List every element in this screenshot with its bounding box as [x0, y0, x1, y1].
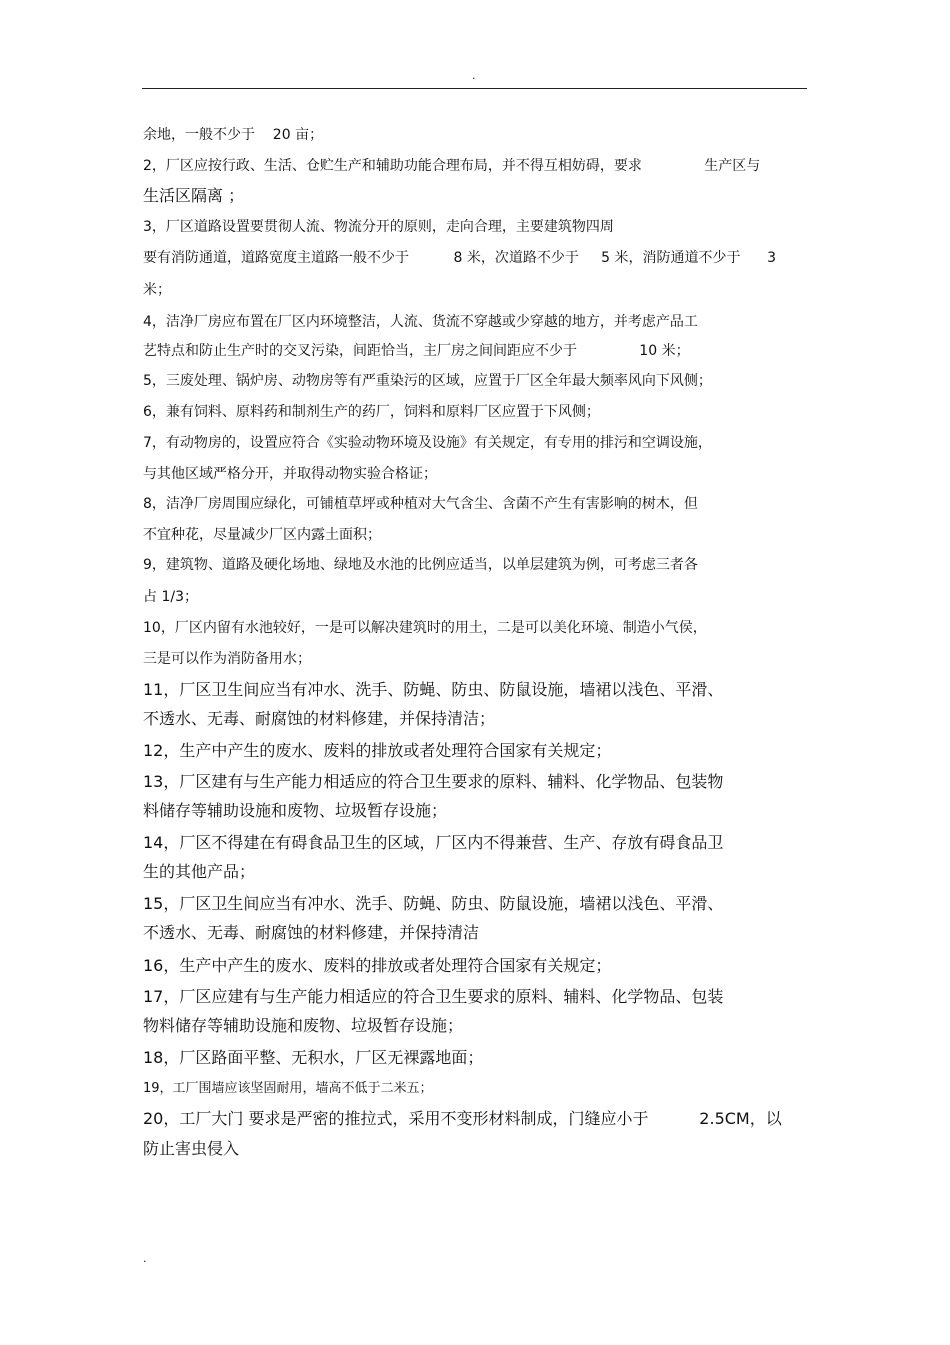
- text-line: 不透水、无毒、耐腐蚀的材料修建，并保持清洁: [143, 923, 480, 942]
- text-line: 防止害虫侵入: [143, 1139, 240, 1158]
- text-line: 艺特点和防止生产时的交叉污染，间距恰当，主厂房之间间距应不少于 10 米；: [143, 343, 690, 359]
- text-line: 11，厂区卫生间应当有冲水、洗手、防蝇、防虫、防鼠设施，墙裙以浅色、平滑、: [143, 680, 724, 699]
- text-line: 余地，一般不少于 20 亩；: [143, 127, 324, 143]
- text-line: 18，厂区路面平整、无积水，厂区无裸露地面；: [143, 1048, 484, 1067]
- text-line: 生活区隔离 ；: [143, 186, 245, 205]
- text-line: 9，建筑物、道路及硬化场地、绿地及水池的比例应适当，以单层建筑为例，可考虑三者各: [143, 557, 698, 573]
- text-line: 2，厂区应按行政、生活、仓贮生产和辅助功能合理布局，并不得互相妨碍，要求 生产区与: [143, 158, 761, 174]
- text-line: 占 1/3；: [143, 589, 198, 605]
- text-line: 不宜种花，尽量减少厂区内露土面积；: [143, 527, 381, 543]
- text-line: 16，生产中产生的废水、废料的排放或者处理符合国家有关规定；: [143, 956, 612, 975]
- text-line: 三是可以作为消防备用水；: [143, 651, 311, 667]
- text-line: 物料储存等辅助设施和废物、垃圾暂存设施；: [143, 1016, 464, 1035]
- text-line: 6，兼有饲料、原料药和制剂生产的药厂，饲料和原料厂区应置于下风侧；: [143, 404, 600, 420]
- text-line: 要有消防通道，道路宽度主道路一般不少于 8 米，次道路不少于 5 米，消防通道不少于 3: [143, 250, 777, 266]
- text-line: 8，洁净厂房周围应绿化，可铺植草坪或种植对大气含尘、含菌不产生有害影响的树木，但: [143, 496, 698, 512]
- text-line: 不透水、无毒、耐腐蚀的材料修建，并保持清洁；: [143, 709, 496, 728]
- header-rule: [142, 88, 807, 89]
- text-line: 生的其他产品；: [143, 862, 256, 881]
- text-line: 料储存等辅助设施和废物、垃圾暂存设施；: [143, 801, 448, 820]
- text-line: 10，厂区内留有水池较好，一是可以解决建筑时的用土，二是可以美化环境、制造小气侯，: [143, 620, 707, 636]
- text-line: 14，厂区不得建在有碍食品卫生的区域，厂区内不得兼营、生产、存放有碍食品卫: [143, 833, 724, 852]
- text-line: 19，工厂围墙应该坚固耐用，墙高不低于二米五；: [143, 1081, 433, 1096]
- text-line: 12，生产中产生的废水、废料的排放或者处理符合国家有关规定；: [143, 741, 612, 760]
- text-line: 5，三废处理、锅炉房、动物房等有严重染污的区域，应置于厂区全年最大频率风向下风侧；: [143, 373, 712, 389]
- text-line: 13，厂区建有与生产能力相适应的符合卫生要求的原料、辅料、化学物品、包装物: [143, 772, 724, 791]
- header-mark: .: [472, 69, 476, 82]
- text-line: 3，厂区道路设置要贯彻人流、物流分开的原则，走向合理，主要建筑物四周: [143, 219, 614, 235]
- text-line: 20，工厂大门 要求是严密的推拉式，采用不变形材料制成，门缝应小于 2.5CM，以: [143, 1109, 782, 1128]
- text-line: 17，厂区应建有与生产能力相适应的符合卫生要求的原料、辅料、化学物品、包装: [143, 987, 724, 1006]
- text-line: 7，有动物房的，设置应符合《实验动物环境及设施》有关规定，有专用的排污和空调设施，: [143, 435, 712, 451]
- text-line: 15，厂区卫生间应当有冲水、洗手、防蝇、防虫、防鼠设施，墙裙以浅色、平滑、: [143, 894, 724, 913]
- footer-mark: .: [143, 1252, 147, 1265]
- text-line: 4，洁净厂房应布置在厂区内环境整洁，人流、货流不穿越或少穿越的地方，并考虑产品工: [143, 314, 698, 330]
- text-line: 米；: [143, 282, 171, 298]
- text-line: 与其他区域严格分开，并取得动物实验合格证；: [143, 466, 437, 482]
